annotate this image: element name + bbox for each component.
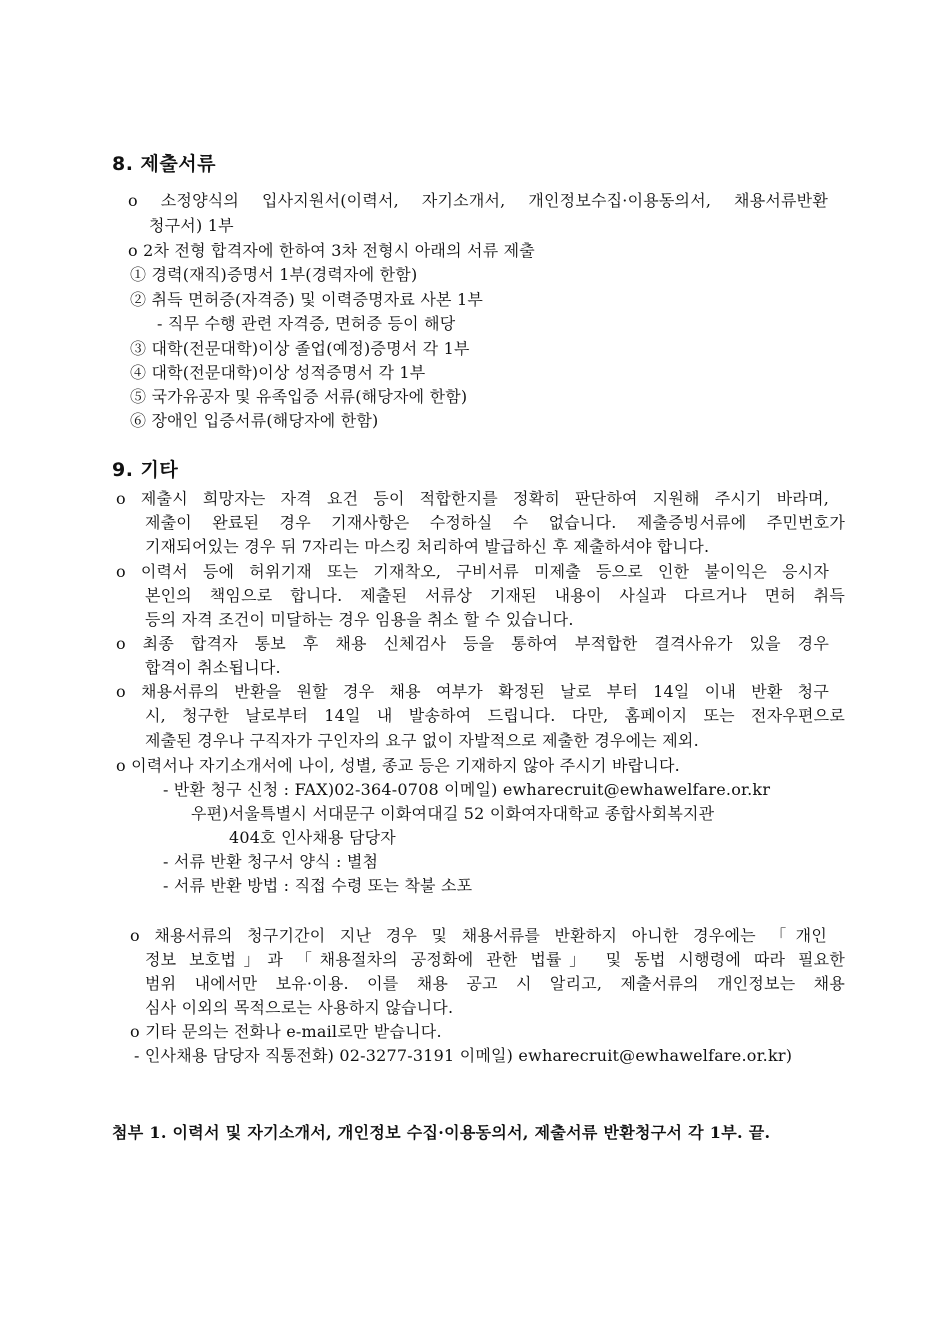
section-8-line: ② 취득 면허증(자격증) 및 이력증명자료 사본 1부 — [130, 290, 483, 309]
section-8-line: - 직무 수행 관련 자격증, 면허증 등이 해당 — [157, 314, 456, 333]
section-9-line: o 채용서류의 청구기간이 지난 경우 및 채용서류를 반환하지 아니한 경우에는 「개인 — [130, 926, 827, 945]
section-9-line: o 최종 합격자 통보 후 채용 신체검사 등을 통하여 부적합한 결격사유가 있을 경우 — [116, 634, 829, 653]
section-9-line: 시, 청구한 날로부터 14일 내 발송하여 드립니다. 다만, 홈페이지 또는 전자우편으로 — [145, 706, 845, 725]
section-9-heading: 9. 기타 — [112, 459, 179, 481]
section-8-heading: 8. 제출서류 — [112, 153, 216, 175]
section-8-line: ③ 대학(전문대학)이상 졸업(예정)증명서 각 1부 — [130, 339, 470, 358]
section-8-line: ⑤ 국가유공자 및 유족입증 서류(해당자에 한함) — [130, 387, 468, 406]
section-9-line: o 이력서 등에 허위기재 또는 기재착오, 구비서류 미제출 등으로 인한 불이익은 응시자 — [116, 562, 829, 581]
section-9-line: 정보 보호법」과 「채용절차의 공정화에 관한 법률」 및 동법 시행령에 따라 필요한 — [145, 950, 845, 969]
attachment-note: 첨부 1. 이력서 및 자기소개서, 개인정보 수집·이용동의서, 제출서류 반환청구서 각 1부. 끝. — [112, 1123, 771, 1142]
section-9-line: 합격이 취소됩니다. — [145, 658, 281, 677]
section-9-line: - 서류 반환 방법 : 직접 수령 또는 착불 소포 — [163, 876, 473, 895]
section-8-line: ① 경력(재직)증명서 1부(경력자에 한함) — [130, 265, 418, 284]
section-8-line: ④ 대학(전문대학)이상 성적증명서 각 1부 — [130, 363, 426, 382]
section-8-line: ⑥ 장애인 입증서류(해당자에 한함) — [130, 411, 379, 430]
section-9-line: 범위 내에서만 보유·이용. 이를 채용 공고 시 알리고, 제출서류의 개인정보는 채용 — [145, 974, 845, 993]
section-9-line: 우편)서울특별시 서대문구 이화여대길 52 이화여자대학교 종합사회복지관 — [191, 804, 715, 823]
section-9-line: 제출이 완료된 경우 기재사항은 수정하실 수 없습니다. 제출증빙서류에 주민번호가 — [145, 513, 845, 532]
section-9-line: 본인의 책임으로 합니다. 제출된 서류상 기재된 내용이 사실과 다르거나 면허 취득 — [145, 586, 845, 605]
section-8-line: o 소정양식의 입사지원서(이력서, 자기소개서, 개인정보수집·이용동의서, 채용서류반환 — [128, 191, 828, 210]
section-9-line: 기재되어있는 경우 뒤 7자리는 마스킹 처리하여 발급하신 후 제출하셔야 합니다. — [145, 537, 710, 556]
section-9-line: - 반환 청구 신청 : FAX)02-364-0708 이메일) ewharecruit@ewhawelfare.or.kr — [163, 780, 771, 799]
section-9-line: 404호 인사채용 담당자 — [229, 828, 396, 847]
section-9-line: o 제출시 희망자는 자격 요건 등이 적합한지를 정확히 판단하여 지원해 주시기 바라며, — [116, 489, 829, 508]
section-9-line: 제출된 경우나 구직자가 구인자의 요구 없이 자발적으로 제출한 경우에는 제외. — [145, 731, 699, 750]
section-9-line: 등의 자격 조건이 미달하는 경우 임용을 취소 할 수 있습니다. — [145, 610, 574, 629]
section-8-line: o 2차 전형 합격자에 한하여 3차 전형시 아래의 서류 제출 — [128, 241, 535, 260]
section-8-line: 청구서) 1부 — [149, 216, 234, 235]
section-9-line: 심사 이외의 목적으로는 사용하지 않습니다. — [145, 998, 454, 1017]
section-9-line: o 기타 문의는 전화나 e-mail로만 받습니다. — [130, 1022, 442, 1041]
section-9-line: o 이력서나 자기소개서에 나이, 성별, 종교 등은 기재하지 않아 주시기 바랍니다. — [116, 756, 680, 775]
section-9-line: - 서류 반환 청구서 양식 : 별첨 — [163, 852, 379, 871]
section-9-line: - 인사채용 담당자 직통전화) 02-3277-3191 이메일) ewharecruit@ewhawelfare.or.kr) — [134, 1046, 793, 1065]
section-9-line: o 채용서류의 반환을 원할 경우 채용 여부가 확정된 날로 부터 14일 이내 반환 청구 — [116, 682, 829, 701]
